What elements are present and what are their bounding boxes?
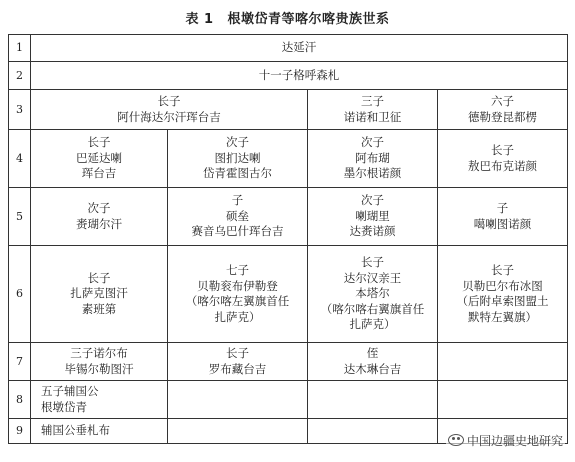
row-number: 4	[9, 130, 31, 188]
table-row	[9, 130, 568, 188]
table-cell: 长子 达尔汉亲王 本塔尔 （喀尔喀右翼旗首任 扎萨克）	[308, 246, 438, 343]
row-number: 9	[9, 419, 31, 444]
row-number: 1	[9, 35, 31, 62]
table-row	[9, 62, 568, 90]
watermark-text: 中国边疆史地研究	[466, 434, 563, 448]
table-number: 表 1	[185, 12, 214, 27]
table-row	[9, 246, 568, 343]
table-cell: 达延汗	[31, 35, 568, 62]
table-cell: 六子 德勒登昆都楞	[438, 90, 568, 130]
table-cell: 长子 巴延达喇 珲台吉	[31, 130, 168, 188]
table-cell: 子 硕垒 赛音乌巴什珲台吉	[168, 188, 308, 246]
row-number: 3	[9, 90, 31, 130]
table-cell	[308, 381, 438, 419]
genealogy-table	[8, 34, 568, 444]
table-row	[9, 90, 568, 130]
table-cell: 长子 扎萨克图汗 素班第	[31, 246, 168, 343]
table-cell: 五子辅国公 根墩岱青	[31, 381, 168, 419]
table-cell: 十一子格呼森札	[31, 62, 568, 90]
table-cell: 长子 贝勒巴尔布冰图 （后附卓索图盟土 默特左翼旗）	[438, 246, 568, 343]
table-cell	[438, 343, 568, 381]
table-cell: 侄 达木琳台吉	[308, 343, 438, 381]
row-number: 8	[9, 381, 31, 419]
table-cell	[308, 419, 438, 444]
watermark	[446, 432, 565, 449]
row-number: 5	[9, 188, 31, 246]
table-cell: 次子 阿布瑚 墨尔根诺颜	[308, 130, 438, 188]
row-number: 2	[9, 62, 31, 90]
row-number: 7	[9, 343, 31, 381]
table-cell: 三子 诺诺和卫征	[308, 90, 438, 130]
table-row	[9, 343, 568, 381]
table-cell: 长子 罗布藏台吉	[168, 343, 308, 381]
row-number: 6	[9, 246, 31, 343]
table-cell: 辅国公垂札布	[31, 419, 168, 444]
table-cell	[168, 381, 308, 419]
table-cell: 次子 赉瑚尔汗	[31, 188, 168, 246]
table-cell	[168, 419, 308, 444]
table-cell: 次子 图扪达喇 岱青霍图古尔	[168, 130, 308, 188]
table-row	[9, 188, 568, 246]
table-cell	[438, 381, 568, 419]
wechat-icon	[448, 434, 464, 446]
table-cell: 长子 敖巴布克诺颜	[438, 130, 568, 188]
table-cell: 七子 贝勒衮布伊勒登 （喀尔喀左翼旗首任 扎萨克）	[168, 246, 308, 343]
table-cell: 长子 阿什海达尔汗珲台吉	[31, 90, 308, 130]
table-row	[9, 381, 568, 419]
table-caption	[0, 8, 575, 27]
table-cell: 三子诺尔布 毕锡尔勒图汗	[31, 343, 168, 381]
table-title: 根墩岱青等喀尔喀贵族世系	[227, 12, 390, 27]
table-cell: 子 噶喇图诺颜	[438, 188, 568, 246]
table-cell: 次子 喇瑚里 达赉诺颜	[308, 188, 438, 246]
table-row	[9, 35, 568, 62]
